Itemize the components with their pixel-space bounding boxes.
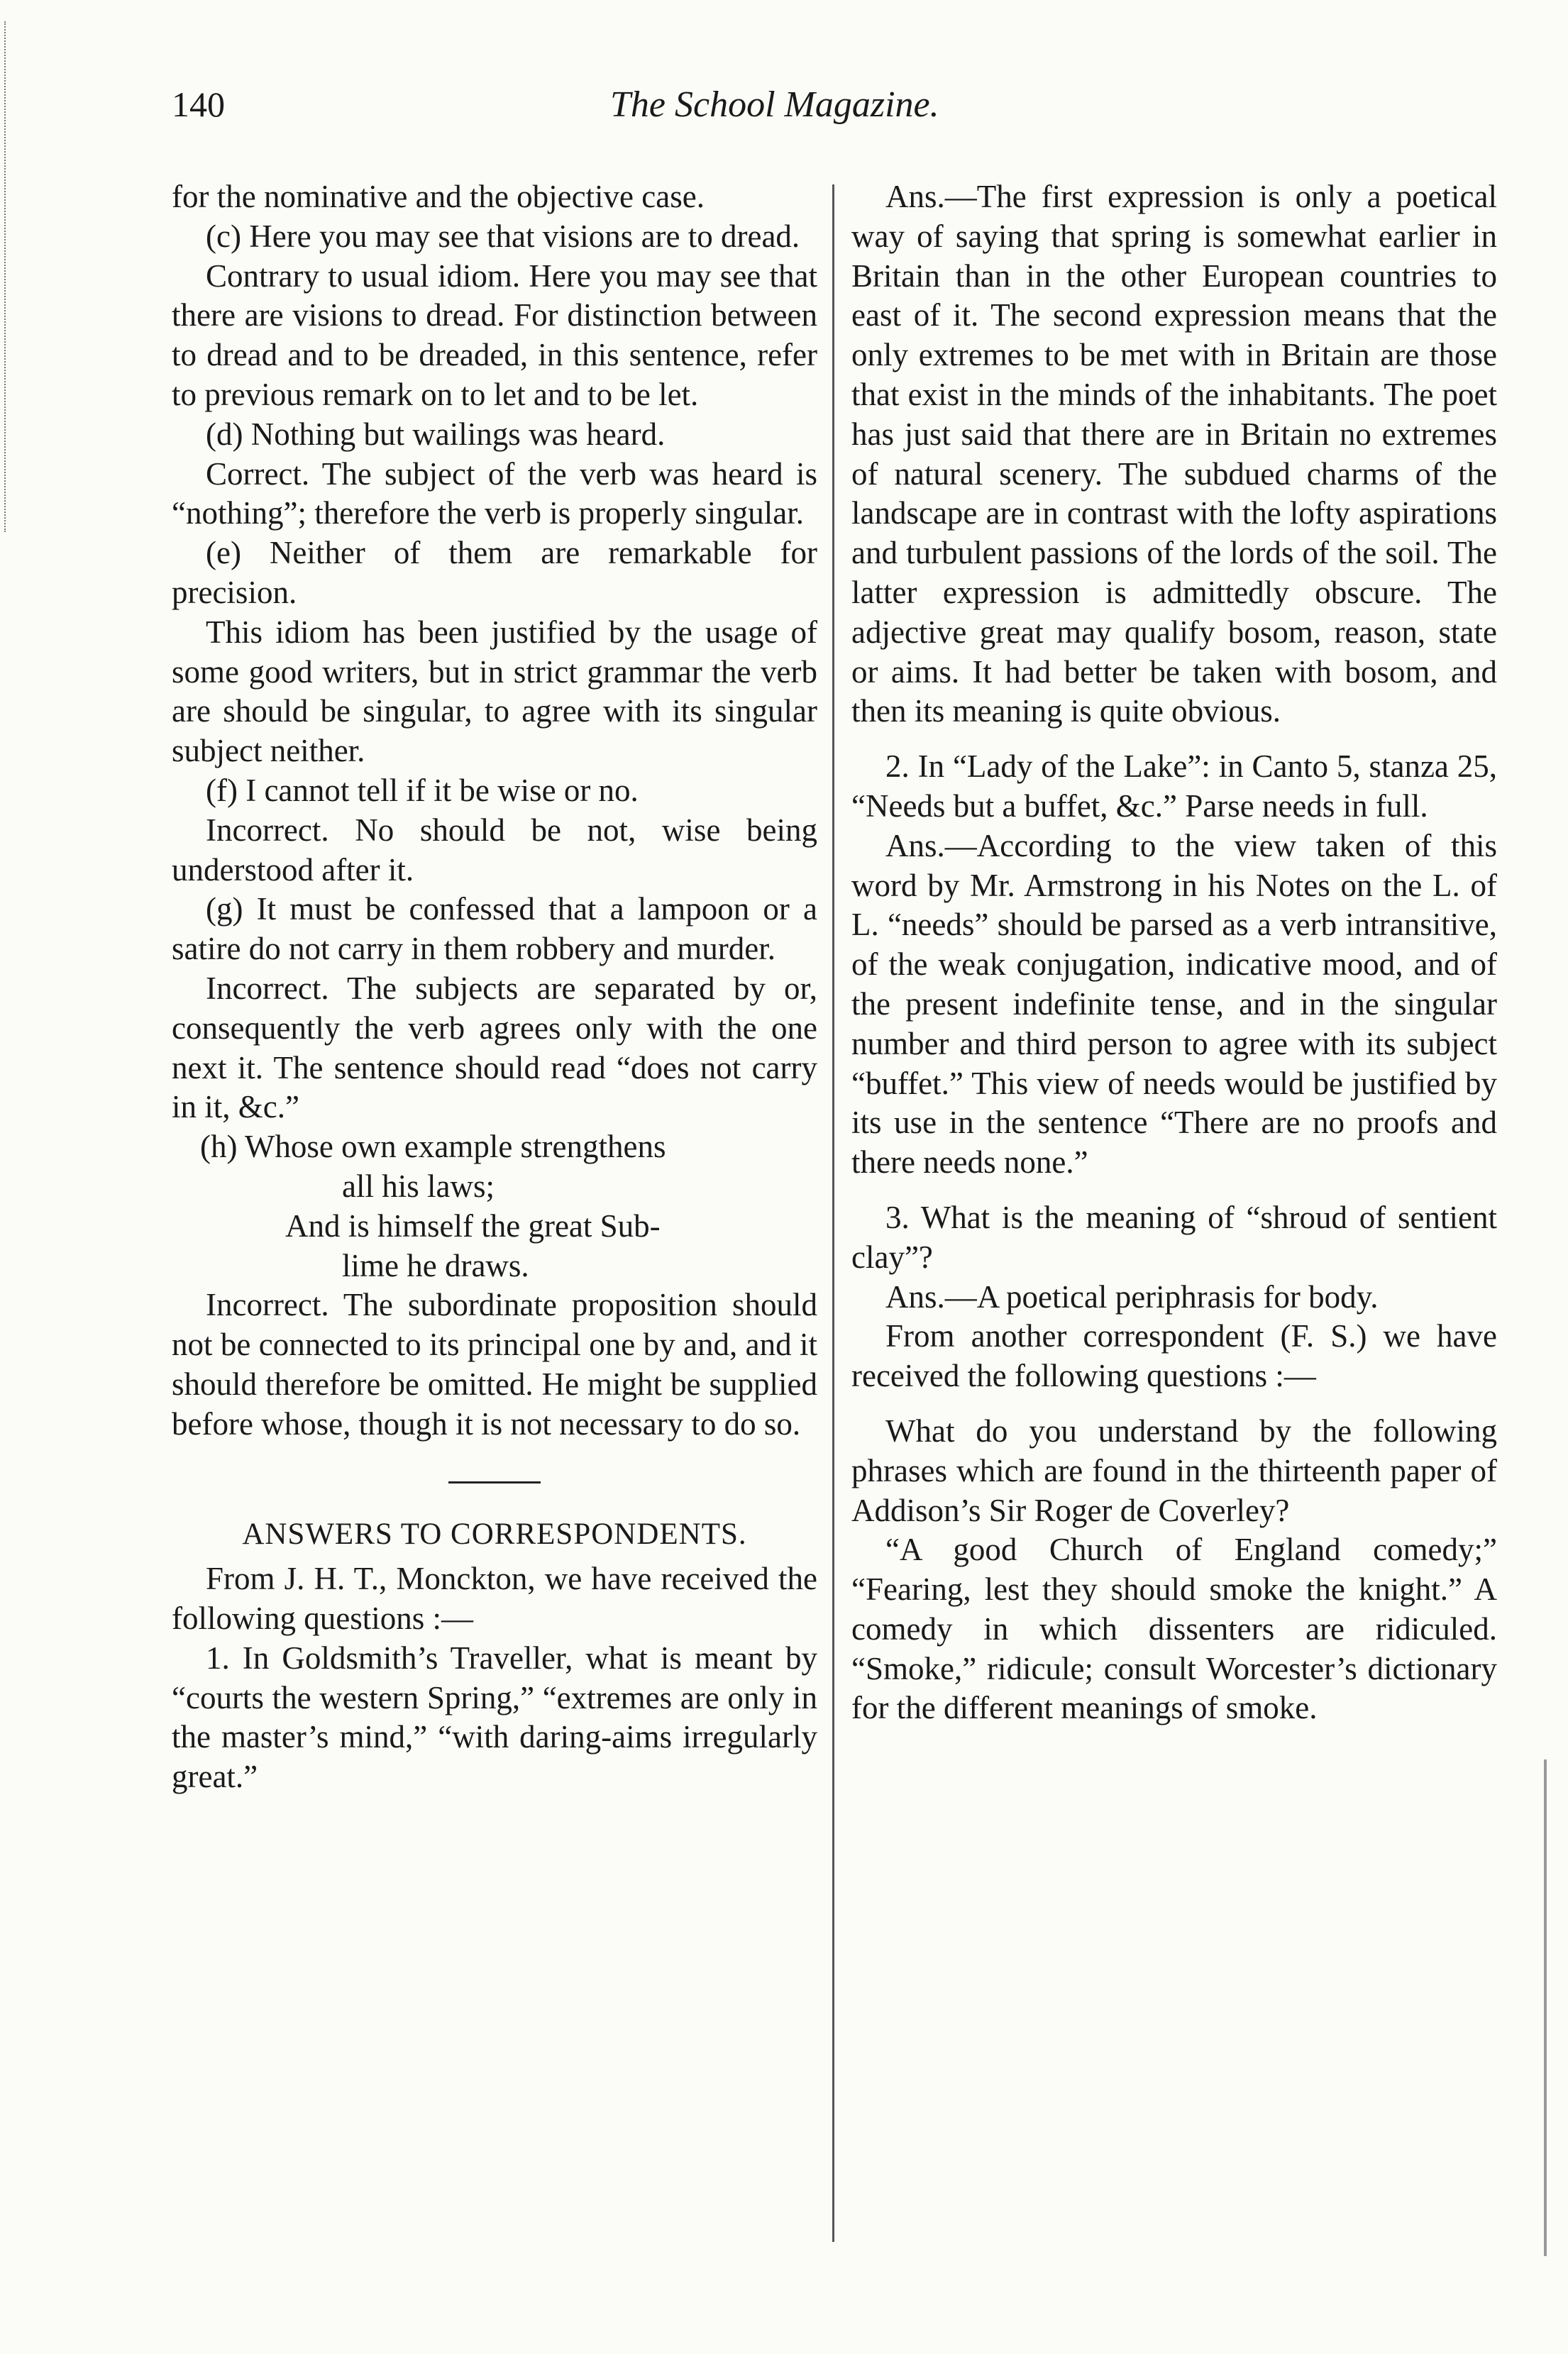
paragraph: (d) Nothing but wailings was heard. [206,416,666,452]
paragraph: What do you understand by the following phrases which are found in the thirteenth paper of Addison’s Sir Roger de Coverley? [851,1413,1497,1528]
running-title: The School Magazine. [610,84,939,125]
paragraph: 1. In Goldsmith’s Traveller, what is meant by “courts the western Spring,” “extremes are only in the master’s mind,” “with daring-aims irregularly great.” [172,1640,817,1795]
paragraph: Correct. The subject of the verb was heard is “nothing”; therefore the verb is properly singular. [172,455,817,531]
paragraph: Ans.—A poetical periphrasis for body. [885,1278,1379,1315]
paragraph: (f) I cannot tell if it be wise or no. [206,772,639,808]
paragraph: “A good Church of England comedy;” “Fearing, lest they should smoke the knight.” A comedy in which dissenters are ridiculed. “Smoke,” ridicule; consult Worcester’s dictionary for the different meanings of smoke. [851,1532,1497,1726]
column-divider [832,184,834,2242]
paragraph: for the nominative and the objective case. [172,179,705,214]
left-column [172,177,817,1797]
verse-line: lime he draws. [342,1247,529,1283]
page-number: 140 [172,84,225,124]
section-rule [448,1481,541,1483]
page-header [0,84,1568,148]
right-column [851,177,1497,1728]
verse-line: (h) Whose own example strengthens [200,1129,666,1165]
paragraph: This idiom has been justified by the usage of some good writers, but in strict grammar the verb are should be singular, to agree with its singular subject neither. [172,614,817,769]
paragraph: Incorrect. No should be not, wise being understood after it. [172,812,817,888]
section-heading: ANSWERS TO CORRESPONDENTS. [242,1517,747,1551]
paragraph: From J. H. T., Monckton, we have received the following questions :— [172,1561,817,1637]
paragraph: From another correspondent (F. S.) we have received the following questions :— [851,1318,1497,1394]
paragraph: (g) It must be confessed that a lampoon or a satire do not carry in them robbery and murder. [172,891,817,967]
paragraph: 2. In “Lady of the Lake”: in Canto 5, stanza 25, “Needs but a buffet, &c.” Parse needs in full. [851,748,1497,824]
paragraph: Incorrect. The subjects are separated by or, consequently the verb agrees only with the one next it. The sentence should read “does not carry in it, &c.” [172,970,817,1125]
paragraph: Contrary to usual idiom. Here you may see that there are visions to dread. For distinction between to dread and to be dreaded, in this sentence, refer to previous remark on to let and to be let. [172,258,817,412]
verse-line: And is himself the great Sub- [285,1208,661,1244]
paragraph: Ans.—According to the view taken of this word by Mr. Armstrong in his Notes on the L. of L. “needs” should be parsed as a verb intransitive, of the weak conjugation, indicative mood, and of the present indefinite tense, and in the singular number and third person to agree with its subject “buffet.” This view of needs would be justified by its use in the sentence “There are no proofs and there needs none.” [851,827,1497,1181]
verse-quotation [172,1127,817,1286]
paragraph: 3. What is the meaning of “shroud of sentient clay”? [851,1199,1497,1275]
scan-edge-shadow [1544,1759,1547,2256]
paragraph: Incorrect. The subordinate proposition should not be connected to its principal one by and, and it should therefore be omitted. He might be supplied before whose, though it is not necessary to do so. [172,1287,817,1442]
paragraph: Ans.—The first expression is only a poetical way of saying that spring is somewhat earlier in Britain than in the other European countries to east of it. The second expression means that the only extremes to be met with in Britain are those that exist in the minds of the inhabitants. The poet has just said that there are in Britain no extremes of natural scenery. The subdued charms of the landscape are in contrast with the lofty aspirations and turbulent passions of the lords of the soil. The latter expression is admittedly obscure. The adjective great may qualify bosom, reason, state or aims. It had better be taken with bosom, and then its meaning is quite obvious. [851,179,1497,729]
verse-line: all his laws; [342,1168,495,1204]
paragraph: (c) Here you may see that visions are to dread. [206,218,800,254]
paragraph: (e) Neither of them are remarkable for precision. [172,535,817,610]
